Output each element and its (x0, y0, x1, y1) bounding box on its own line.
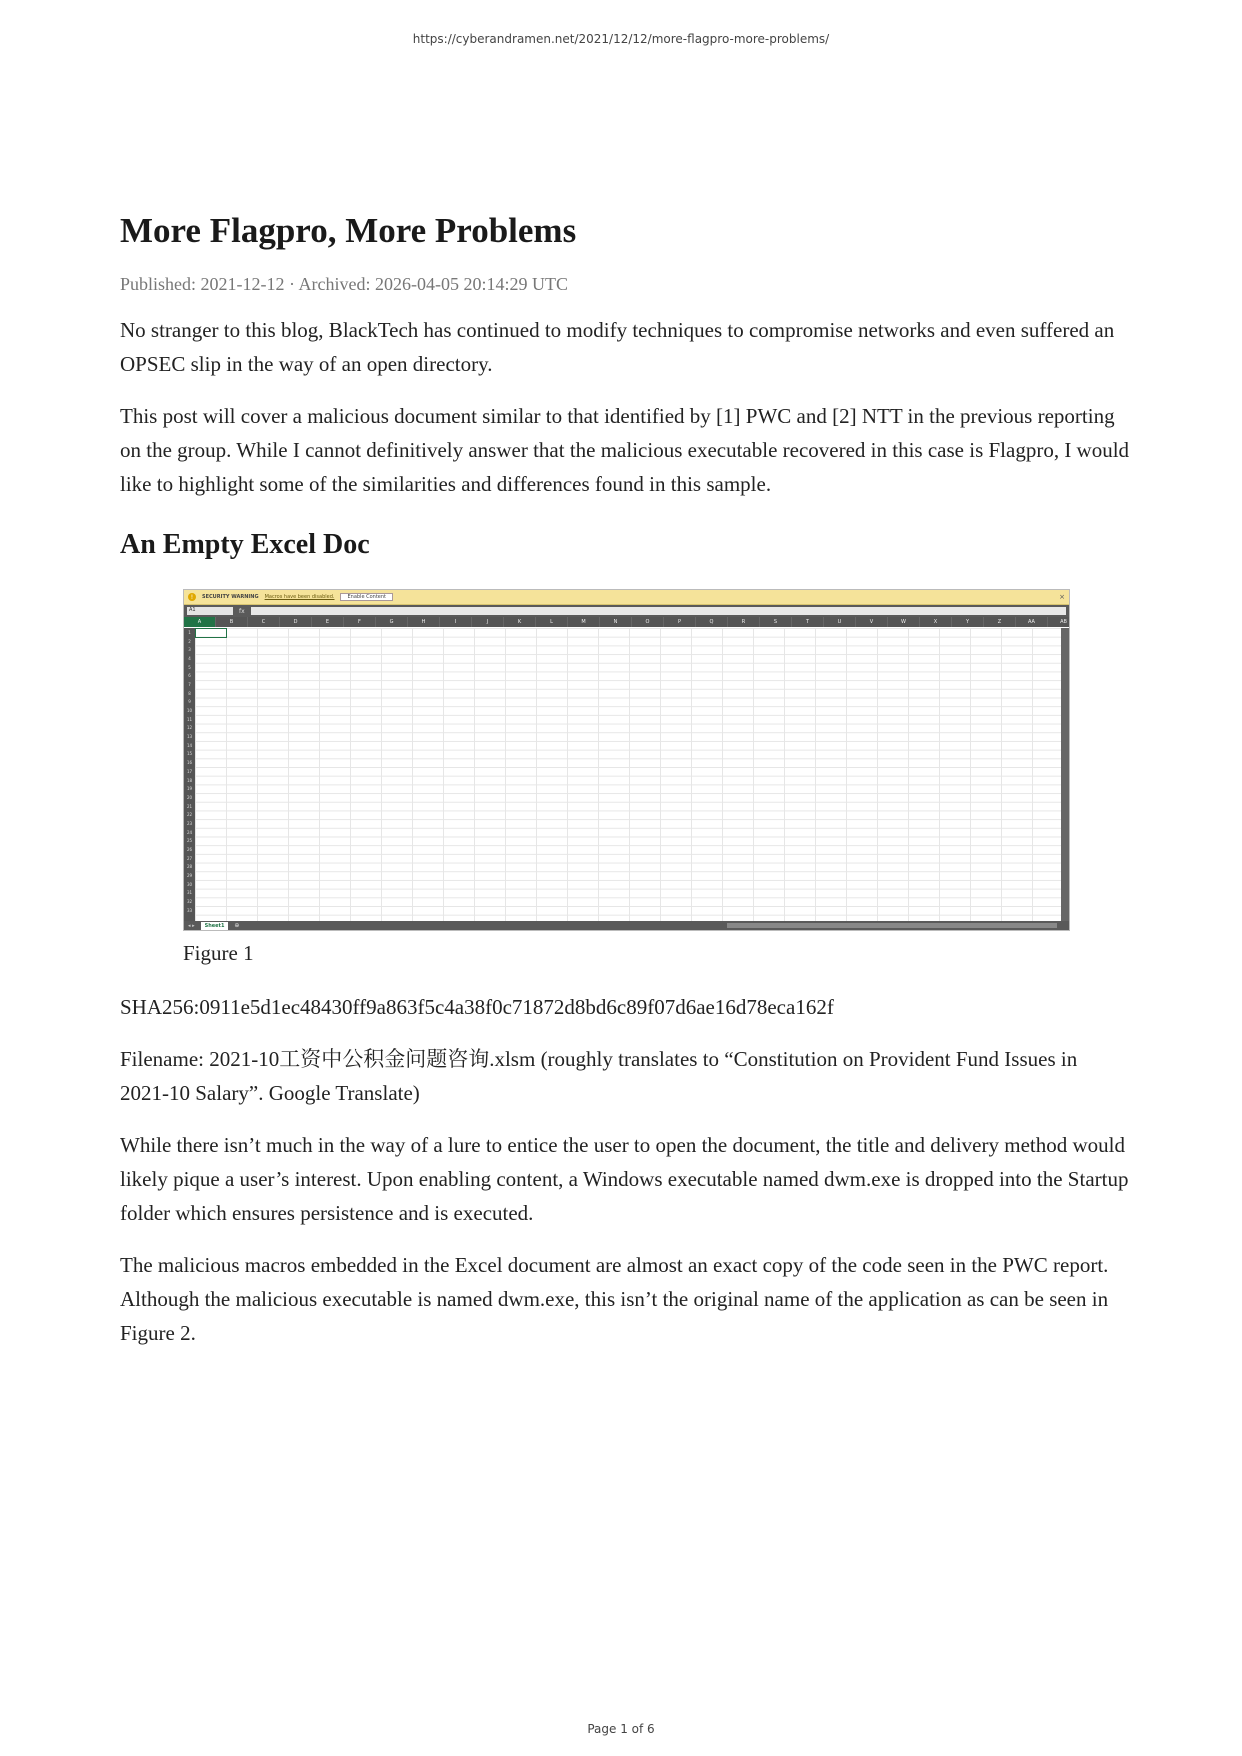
row-header: 16 (186, 760, 193, 766)
source-url: https://cyberandramen.net/2021/12/12/more-flagpro-more-problems/ (412, 32, 830, 46)
row-header: 30 (186, 881, 193, 887)
column-headers (184, 617, 1069, 627)
excel-screenshot (183, 589, 1070, 931)
row-header: 27 (186, 855, 193, 861)
paragraph-lure: While there isn’t much in the way of a lure to entice the user to open the document, the title and delivery method would likely pique a user’s interest. Upon enabling content, a Windows executable named dwm.exe is dropped into the Startup folder which ensures persistence and is executed. (120, 1133, 1129, 1225)
cell-grid (195, 628, 1061, 921)
column-header: AB (1048, 617, 1070, 627)
formula-bar (184, 605, 1069, 617)
column-header: H (408, 617, 440, 627)
column-header: T (792, 617, 824, 627)
column-header: V (856, 617, 888, 627)
warning-text: Macros have been disabled. (264, 594, 335, 600)
column-header: AA (1016, 617, 1048, 627)
row-header: 31 (186, 890, 193, 896)
row-headers (184, 628, 195, 921)
column-header: I (440, 617, 472, 627)
column-header: O (632, 617, 664, 627)
column-header: S (760, 617, 792, 627)
row-header: 2 (188, 638, 191, 644)
figure-1 (183, 589, 1068, 966)
sheet-nav-icon: ◂ ▸ (188, 922, 195, 929)
sheet-tab-bar (184, 921, 1069, 930)
horizontal-scrollbar (727, 923, 1057, 928)
row-header: 28 (186, 864, 193, 870)
row-header: 7 (188, 681, 191, 687)
column-header: D (280, 617, 312, 627)
column-header: J (472, 617, 504, 627)
paragraph-intro-1: No stranger to this blog, BlackTech has continued to modify techniques to compromise networks and even suffered an OPSEC slip in the way of an open directory. (120, 318, 1115, 376)
row-header: 5 (188, 664, 191, 670)
row-header: 23 (186, 820, 193, 826)
row-header: 14 (186, 742, 193, 748)
section-heading: An Empty Excel Doc (120, 529, 370, 560)
row-header: 17 (186, 768, 193, 774)
column-header: X (920, 617, 952, 627)
column-header: M (568, 617, 600, 627)
row-header: 9 (188, 699, 191, 705)
formula-input (251, 607, 1066, 615)
row-header: 19 (186, 786, 193, 792)
sheet-tab: Sheet1 (201, 922, 229, 930)
row-header: 13 (186, 734, 193, 740)
fx-icon: fx (239, 607, 245, 615)
column-header: E (312, 617, 344, 627)
enable-content-button: Enable Content (340, 593, 393, 601)
page-number: Page 1 of 6 (587, 1722, 655, 1736)
row-header: 25 (186, 838, 193, 844)
row-header: 18 (186, 777, 193, 783)
column-header: A (184, 617, 216, 627)
vertical-scrollbar (1061, 628, 1069, 921)
selected-cell (195, 628, 227, 638)
row-header: 20 (186, 794, 193, 800)
row-header: 12 (186, 725, 193, 731)
article-meta: Published: 2021-12-12 · Archived: 2026-04-05 20:14:29 UTC (120, 274, 568, 294)
row-header: 26 (186, 847, 193, 853)
column-header: F (344, 617, 376, 627)
column-header: Z (984, 617, 1016, 627)
row-header: 33 (186, 907, 193, 913)
sheet-area (184, 628, 1061, 921)
column-header: P (664, 617, 696, 627)
column-header: W (888, 617, 920, 627)
row-header: 24 (186, 829, 193, 835)
close-icon: × (1059, 593, 1065, 601)
column-header: C (248, 617, 280, 627)
row-header: 6 (188, 673, 191, 679)
column-header: L (536, 617, 568, 627)
paragraph-macros: The malicious macros embedded in the Excel document are almost an exact copy of the code seen in the PWC report. Although the malicious executable is named dwm.exe, this isn’t the original name of the application as can be seen in Figure 2. (120, 1253, 1109, 1345)
column-header: R (728, 617, 760, 627)
column-header: Q (696, 617, 728, 627)
row-header: 15 (186, 751, 193, 757)
column-header: K (504, 617, 536, 627)
warning-label: SECURITY WARNING (202, 594, 259, 600)
row-header: 11 (186, 716, 193, 722)
row-header: 4 (188, 655, 191, 661)
column-header: B (216, 617, 248, 627)
figure-caption: Figure 1 (183, 941, 254, 965)
column-header: N (600, 617, 632, 627)
row-header: 1 (188, 629, 191, 635)
article (120, 210, 1130, 1350)
security-warning-bar (184, 590, 1069, 605)
row-header: 8 (188, 690, 191, 696)
shield-warning-icon: ! (188, 593, 196, 601)
row-header: 21 (186, 803, 193, 809)
add-sheet-icon: ⊕ (234, 922, 240, 929)
row-header: 3 (188, 647, 191, 653)
paragraph-intro-2: This post will cover a malicious document similar to that identified by [1] PWC and [2] NTT in the previous reporting on the group. While I cannot definitively answer that the malicious executable recovered in this case is Flagpro, I would like to highlight some of the similarities and differences found in this sample. (120, 404, 1130, 496)
article-title: More Flagpro, More Problems (120, 211, 577, 250)
filename-paragraph: Filename: 2021-10工资中公积金问题咨询.xlsm (roughly translates to “Constitution on Provident Fund Issues in 2021-10 Salary”. Google Translate) (120, 1047, 1078, 1105)
row-header: 22 (186, 812, 193, 818)
sha256-hash: SHA256:0911e5d1ec48430ff9a863f5c4a38f0c71872d8bd6c89f07d6ae16d78eca162f (120, 995, 834, 1019)
name-box: A1 (187, 607, 233, 615)
column-header: G (376, 617, 408, 627)
row-header: 29 (186, 873, 193, 879)
row-header: 32 (186, 899, 193, 905)
column-header: U (824, 617, 856, 627)
column-header: Y (952, 617, 984, 627)
row-header: 10 (186, 708, 193, 714)
